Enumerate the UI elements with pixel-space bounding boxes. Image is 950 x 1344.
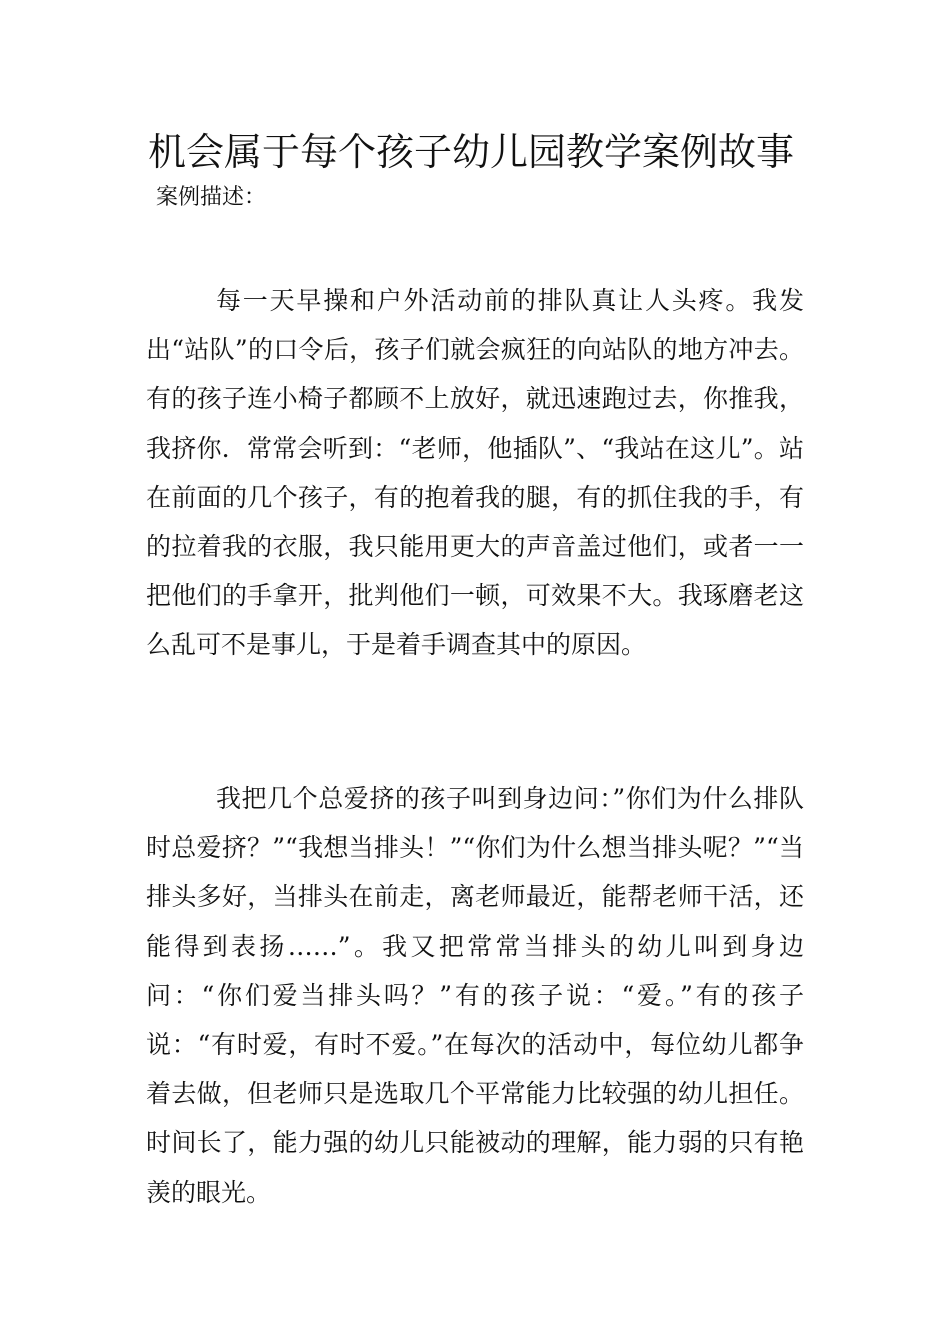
paragraph-1: 每一天早操和户外活动前的排队真让人头疼。我发出“站队”的口令后，孩子们就会疯狂的向站队的地方冲去。有的孩子连小椅子都顾不上放好，就迅速跑过去，你推我，我挤你．常常会听到：“老师，他插队”、“我站在这儿”。站在前面的几个孩子，有的抱着我的腿，有的抓住我的手，有的拉着我的衣服，我只能用更大的声音盖过他们，或者一一把他们的手拿开，批判他们一顿，可效果不大。我琢磨老这么乱可不是事儿，于是着手调查其中的原因。 [146, 286, 804, 660]
section-label: 案例描述： [156, 185, 267, 210]
paragraph-2: 我把几个总爱挤的孩子叫到身边问：”你们为什么排队时总爱挤？”“我想当排头！”“你们为什么想当排头呢？”“当排头多好，当排头在前走，离老师最近，能帮老师干活，还能得到表扬……”。我又把常常当排头的幼儿叫到身边问：“你们爱当排头吗？”有的孩子说：“爱。”有的孩子说：“有时爱，有时不爱。”在每次的活动中，每位幼儿都争着去做，但老师只是选取几个平常能力比较强的幼儿担任。时间长了，能力强的幼儿只能被动的理解，能力弱的只有艳羡的眼光。 [146, 784, 804, 1207]
document-title: 机会属于每个孩子幼儿园教学案例故事 [148, 130, 795, 174]
